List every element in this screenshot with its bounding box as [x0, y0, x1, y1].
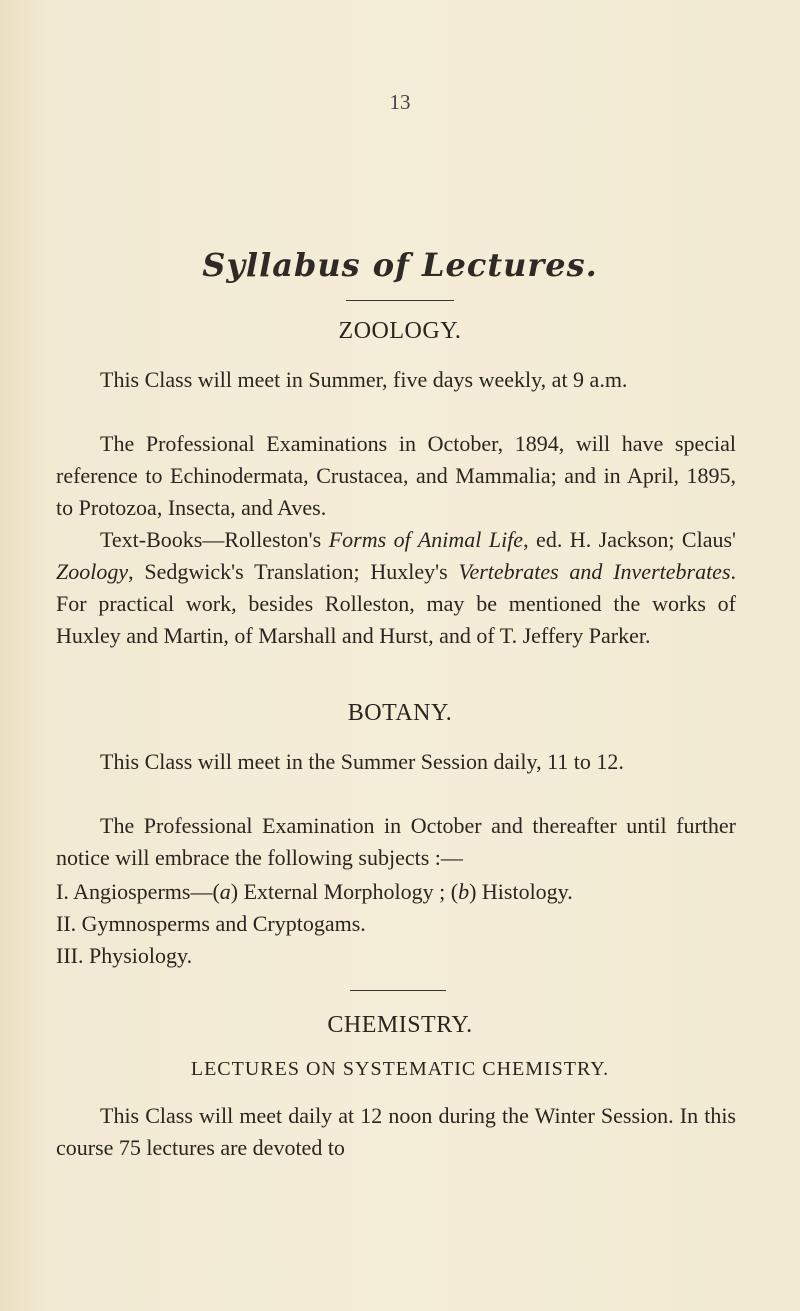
zoology-heading: ZOOLOGY.: [338, 318, 462, 344]
title-divider: [346, 300, 454, 301]
section-divider: [350, 990, 446, 991]
chemistry-paragraph-1: This Class will meet daily at 12 noon during the Winter Session. In this course 75 lectures are devoted to: [56, 1103, 736, 1160]
botany-paragraph-2: The Professional Examination in October and thereafter until further notice will embrace the following subjects :—: [56, 813, 736, 870]
botany-item-3: III. Physiology.: [56, 943, 193, 968]
book-title-vertebrates: Vertebrates and Invertebrates: [458, 559, 731, 584]
zoology-paragraph-2: The Professional Examinations in October, 1894, will have special reference to Echinodermata, Crustacea, and Mammalia; and in April, 1895, to Protozoa, Insecta, and Aves.: [56, 431, 736, 520]
book-title-forms-of-animal-life: Forms of Animal Life: [328, 527, 524, 552]
zoology-textbooks-text: , Sedgwick's Translation; Huxley's: [128, 559, 459, 584]
zoology-paragraph-1: This Class will meet in Summer, five days weekly, at 9 a.m.: [100, 367, 628, 392]
zoology-paragraph-3: [56, 524, 736, 652]
page-number: 13: [389, 90, 411, 114]
page-title: Syllabus of Lectures.: [202, 246, 598, 284]
botany-paragraph-1: This Class will meet in the Summer Session daily, 11 to 12.: [100, 749, 624, 774]
zoology-textbooks-text: Text-Books—Rolleston's: [100, 527, 329, 552]
botany-item-1: I. Angiosperms—(a) External Morphology ; (b) Histology.: [56, 879, 573, 904]
zoology-textbooks-text: . For practical work, besides Rolleston, may be mentioned the works of Huxley and Martin, of Marshall and Hurst, and of T. Jeffery Parker.: [56, 559, 737, 648]
zoology-textbooks-text: , ed. H. Jackson; Claus': [523, 527, 736, 552]
botany-heading: BOTANY.: [347, 700, 453, 726]
chemistry-heading: CHEMISTRY.: [327, 1012, 473, 1038]
book-title-zoology: Zoology: [56, 559, 129, 584]
chemistry-subheading: LECTURES ON SYSTEMATIC CHEMISTRY.: [190, 1058, 610, 1080]
botany-item-2: II. Gymnosperms and Cryptogams.: [56, 911, 366, 936]
